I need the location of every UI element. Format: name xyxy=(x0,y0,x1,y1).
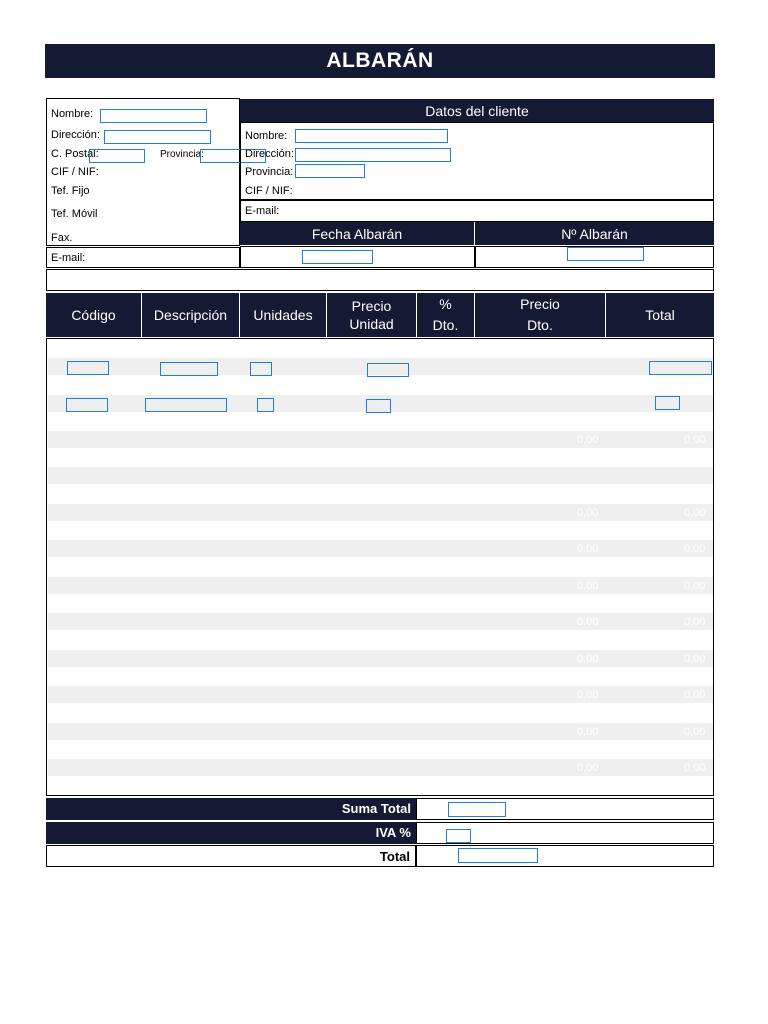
issuer-cif-label: CIF / NIF: xyxy=(51,166,99,178)
total-label: Total xyxy=(379,849,410,864)
fecha-field[interactable] xyxy=(302,250,373,264)
row2-unidades-field[interactable] xyxy=(257,398,274,412)
row1-unidades-field[interactable] xyxy=(250,362,272,376)
numero-label: Nº Albarán xyxy=(561,225,628,242)
col-codigo xyxy=(46,293,142,337)
issuer-fax-label: Fax. xyxy=(51,232,73,244)
row-total-value: 0,00 xyxy=(684,580,706,592)
total-field[interactable] xyxy=(458,848,538,863)
client-header xyxy=(240,99,714,122)
row-total-value: 0,00 xyxy=(684,507,706,519)
fecha-label: Fecha Albarán xyxy=(311,225,403,242)
col-dto-label-1: % xyxy=(439,296,452,312)
row2-descripcion-field[interactable] xyxy=(145,398,227,412)
total-label-cell xyxy=(46,845,416,867)
row-precio-dto-value: 0,00 xyxy=(577,507,599,519)
col-dto xyxy=(417,293,475,337)
col-precio-unidad-label-2: Unidad xyxy=(349,316,394,332)
client-header-label: Datos del cliente xyxy=(425,102,529,119)
client-cif-label: CIF / NIF: xyxy=(245,185,293,197)
issuer-nombre-label: Nombre: xyxy=(51,108,94,120)
col-descripcion-label: Descripción xyxy=(153,307,228,323)
row-precio-dto-value: 0,00 xyxy=(577,653,599,665)
col-descripcion xyxy=(142,293,240,337)
table-row xyxy=(48,431,713,448)
suma-total-label: Suma Total xyxy=(341,801,411,816)
row1-total-field[interactable] xyxy=(649,361,712,375)
col-precio-unidad-label-1: Precio xyxy=(351,298,392,314)
client-provincia-field[interactable] xyxy=(295,164,365,178)
row-total-value: 0,00 xyxy=(684,653,706,665)
col-total-label: Total xyxy=(645,307,675,323)
title-bar xyxy=(45,44,715,78)
table-row xyxy=(48,686,713,703)
col-unidades-label: Unidades xyxy=(253,307,313,323)
table-row xyxy=(48,723,713,740)
row-precio-dto-value: 0,00 xyxy=(577,434,599,446)
col-precio-dto xyxy=(475,293,606,337)
table-row xyxy=(48,650,713,667)
document-title: ALBARÁN xyxy=(326,49,434,72)
suma-total-field[interactable] xyxy=(448,802,506,817)
row1-descripcion-field[interactable] xyxy=(160,362,218,376)
fecha-header xyxy=(240,222,475,245)
issuer-telmovil-label: Tef. Móvil xyxy=(51,208,98,220)
issuer-cpostal-label: C. Postal: xyxy=(51,148,99,160)
table-row xyxy=(48,467,713,484)
row1-precio-field[interactable] xyxy=(367,363,409,377)
issuer-telfijo-label: Tef. Fijo xyxy=(51,185,90,197)
iva-field[interactable] xyxy=(446,829,471,843)
issuer-nombre-field[interactable] xyxy=(100,109,207,123)
issuer-email-label: E-mail: xyxy=(51,252,86,264)
row-total-value: 0,00 xyxy=(684,434,706,446)
col-total xyxy=(606,293,714,337)
issuer-direccion-label: Dirección: xyxy=(51,129,100,141)
issuer-direccion-field[interactable] xyxy=(104,130,211,144)
client-email-row xyxy=(240,200,714,222)
table-row xyxy=(48,504,713,521)
client-nombre-label: Nombre: xyxy=(245,130,288,142)
row-total-value: 0,00 xyxy=(684,543,706,555)
client-direccion-field[interactable] xyxy=(295,148,451,162)
numero-field[interactable] xyxy=(567,247,644,261)
row2-total-field[interactable] xyxy=(655,396,680,410)
row-total-value: 0,00 xyxy=(684,616,706,628)
table-row xyxy=(48,540,713,557)
client-direccion-label: Dirección: xyxy=(245,148,294,160)
col-dto-label-2: Dto. xyxy=(432,317,459,333)
table-row xyxy=(48,613,713,630)
row1-codigo-field[interactable] xyxy=(67,361,109,375)
row-precio-dto-value: 0,00 xyxy=(577,616,599,628)
row2-precio-field[interactable] xyxy=(366,399,391,413)
col-precio-unidad xyxy=(327,293,417,337)
row-precio-dto-value: 0,00 xyxy=(577,580,599,592)
iva-label: IVA % xyxy=(375,825,411,840)
row-precio-dto-value: 0,00 xyxy=(577,543,599,555)
iva-label-cell xyxy=(46,822,416,844)
items-header xyxy=(46,293,714,337)
row2-codigo-field[interactable] xyxy=(66,398,108,412)
col-codigo-label: Código xyxy=(71,307,116,323)
blank-row xyxy=(46,269,714,291)
suma-total-label-cell xyxy=(46,798,416,820)
client-email-label: E-mail: xyxy=(245,205,280,217)
client-nombre-field[interactable] xyxy=(295,129,448,143)
numero-header xyxy=(475,222,714,245)
col-precio-dto-label-2: Dto. xyxy=(527,317,553,333)
row-precio-dto-value: 0,00 xyxy=(577,726,599,738)
issuer-provincia-label: Provincia: xyxy=(160,149,204,160)
table-row xyxy=(48,577,713,594)
col-precio-dto-label-1: Precio xyxy=(520,296,560,312)
client-provincia-label: Provincia: xyxy=(245,166,294,178)
row-total-value: 0,00 xyxy=(684,726,706,738)
row-precio-dto-value: 0,00 xyxy=(577,689,599,701)
col-unidades xyxy=(240,293,327,337)
row-total-value: 0,00 xyxy=(684,762,706,774)
row-precio-dto-value: 0,00 xyxy=(577,762,599,774)
issuer-cpostal-field[interactable] xyxy=(89,149,145,163)
row-total-value: 0,00 xyxy=(684,689,706,701)
table-row xyxy=(48,759,713,776)
